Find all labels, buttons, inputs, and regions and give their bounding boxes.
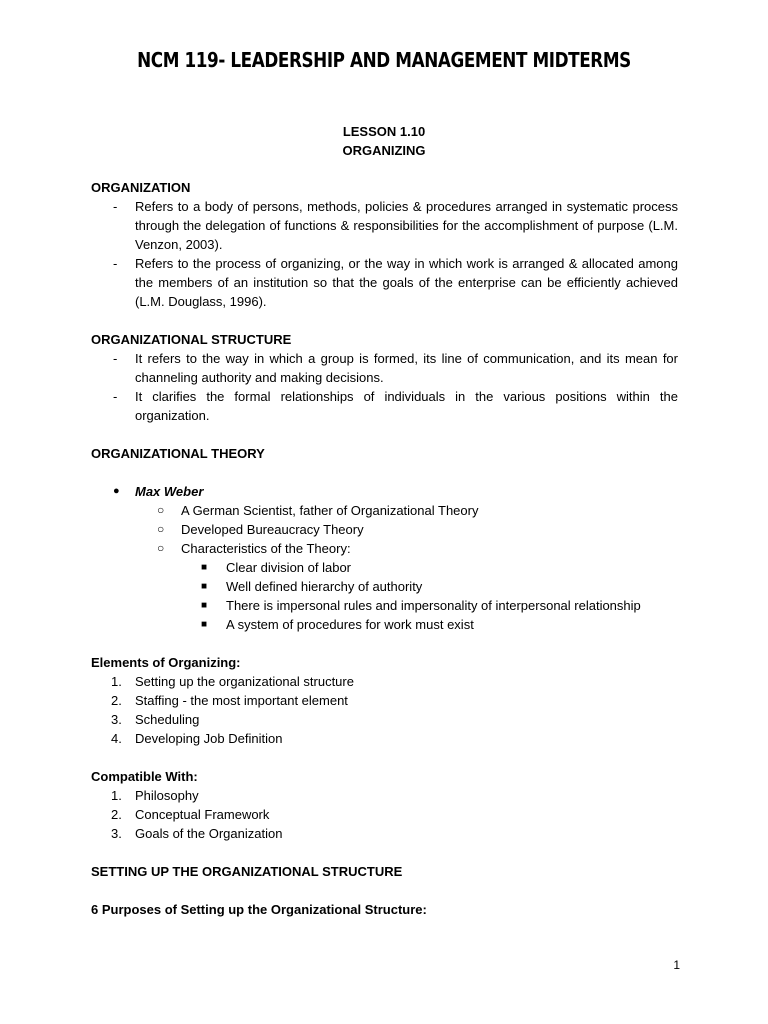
elements-list xyxy=(91,672,678,748)
dash-marker: - xyxy=(113,256,118,271)
dash-marker: - xyxy=(113,351,118,366)
lesson-number: LESSON 1.10 xyxy=(342,124,426,139)
number-marker: 4. xyxy=(111,731,122,746)
list-item xyxy=(91,520,678,539)
circle-marker: ○ xyxy=(157,541,165,555)
list-item-text: Staffing - the most important element xyxy=(135,693,348,708)
number-marker: 2. xyxy=(111,693,122,708)
bullet-marker: ● xyxy=(113,485,120,497)
document-body xyxy=(91,178,678,919)
list-item xyxy=(91,729,678,748)
square-marker: ■ xyxy=(201,619,208,630)
page-number: 1 xyxy=(673,958,680,972)
theory-heading: ORGANIZATIONAL THEORY xyxy=(91,446,265,461)
list-item xyxy=(91,501,678,520)
list-item xyxy=(91,197,678,254)
list-item-text: Goals of the Organization xyxy=(135,826,283,841)
list-item-text: It refers to the way in which a group is formed, its line of communication, and its mean for channeling authority and making decisions. xyxy=(135,351,678,385)
theory-sub-list xyxy=(91,501,678,558)
lesson-header xyxy=(0,122,768,160)
list-item xyxy=(91,596,678,615)
theorist-name: Max Weber xyxy=(135,484,204,499)
list-item-text: Clear division of labor xyxy=(226,560,352,575)
list-item xyxy=(91,615,678,634)
list-item-text: A system of procedures for work must exist xyxy=(226,617,474,632)
square-marker: ■ xyxy=(201,581,208,592)
list-item xyxy=(91,539,678,558)
characteristics-list xyxy=(91,558,678,634)
compatible-list xyxy=(91,786,678,843)
list-item xyxy=(91,805,678,824)
list-item xyxy=(91,672,678,691)
organization-list xyxy=(91,197,678,311)
list-item-text: Well defined hierarchy of authority xyxy=(226,579,423,594)
list-item-text: Refers to the process of organizing, or the way in which work is arranged & allocated among the members of an institution so that the goals of the enterprise can be efficiently achieved (L.M. Douglass, 1996). xyxy=(135,256,678,309)
lesson-topic: ORGANIZING xyxy=(342,143,426,158)
purposes-heading: 6 Purposes of Setting up the Organizational Structure: xyxy=(91,902,427,917)
list-item xyxy=(91,387,678,425)
list-item-text: Philosophy xyxy=(135,788,199,803)
list-item-text: A German Scientist, father of Organizational Theory xyxy=(181,503,479,518)
circle-marker: ○ xyxy=(157,522,165,536)
list-item xyxy=(91,691,678,710)
list-item-text: Developing Job Definition xyxy=(135,731,283,746)
list-item xyxy=(91,824,678,843)
list-item xyxy=(91,558,678,577)
list-item-text: Conceptual Framework xyxy=(135,807,270,822)
dash-marker: - xyxy=(113,199,118,214)
list-item xyxy=(91,577,678,596)
list-item xyxy=(91,786,678,805)
number-marker: 3. xyxy=(111,826,122,841)
list-item-text: It clarifies the formal relationships of individuals in the various positions within the organization. xyxy=(135,389,678,423)
circle-marker: ○ xyxy=(157,503,165,517)
structure-heading: ORGANIZATIONAL STRUCTURE xyxy=(91,332,292,347)
organization-heading: ORGANIZATION xyxy=(91,180,191,195)
number-marker: 1. xyxy=(111,674,122,689)
list-item xyxy=(91,710,678,729)
square-marker: ■ xyxy=(201,562,208,573)
number-marker: 2. xyxy=(111,807,122,822)
dash-marker: - xyxy=(113,389,118,404)
square-marker: ■ xyxy=(201,600,208,611)
list-item-text: Refers to a body of persons, methods, policies & procedures arranged in systematic process through the delegation of functions & responsibilities for the accomplishment of purpose (L.M. Venzon, 2003). xyxy=(135,199,678,252)
list-item xyxy=(91,482,678,501)
list-item-text: There is impersonal rules and impersonality of interpersonal relationship xyxy=(226,598,641,613)
list-item-text: Characteristics of the Theory: xyxy=(181,541,351,556)
number-marker: 3. xyxy=(111,712,122,727)
number-marker: 1. xyxy=(111,788,122,803)
list-item xyxy=(91,254,678,311)
compatible-heading: Compatible With: xyxy=(91,769,198,784)
list-item-text: Scheduling xyxy=(135,712,200,727)
list-item xyxy=(91,349,678,387)
document-title: NCM 119- LEADERSHIP AND MANAGEMENT MIDTERMS xyxy=(137,48,631,72)
theory-list xyxy=(91,482,678,501)
list-item-text: Setting up the organizational structure xyxy=(135,674,354,689)
setting-up-heading: SETTING UP THE ORGANIZATIONAL STRUCTURE xyxy=(91,864,403,879)
elements-heading: Elements of Organizing: xyxy=(91,655,241,670)
structure-list xyxy=(91,349,678,425)
list-item-text: Developed Bureaucracy Theory xyxy=(181,522,364,537)
